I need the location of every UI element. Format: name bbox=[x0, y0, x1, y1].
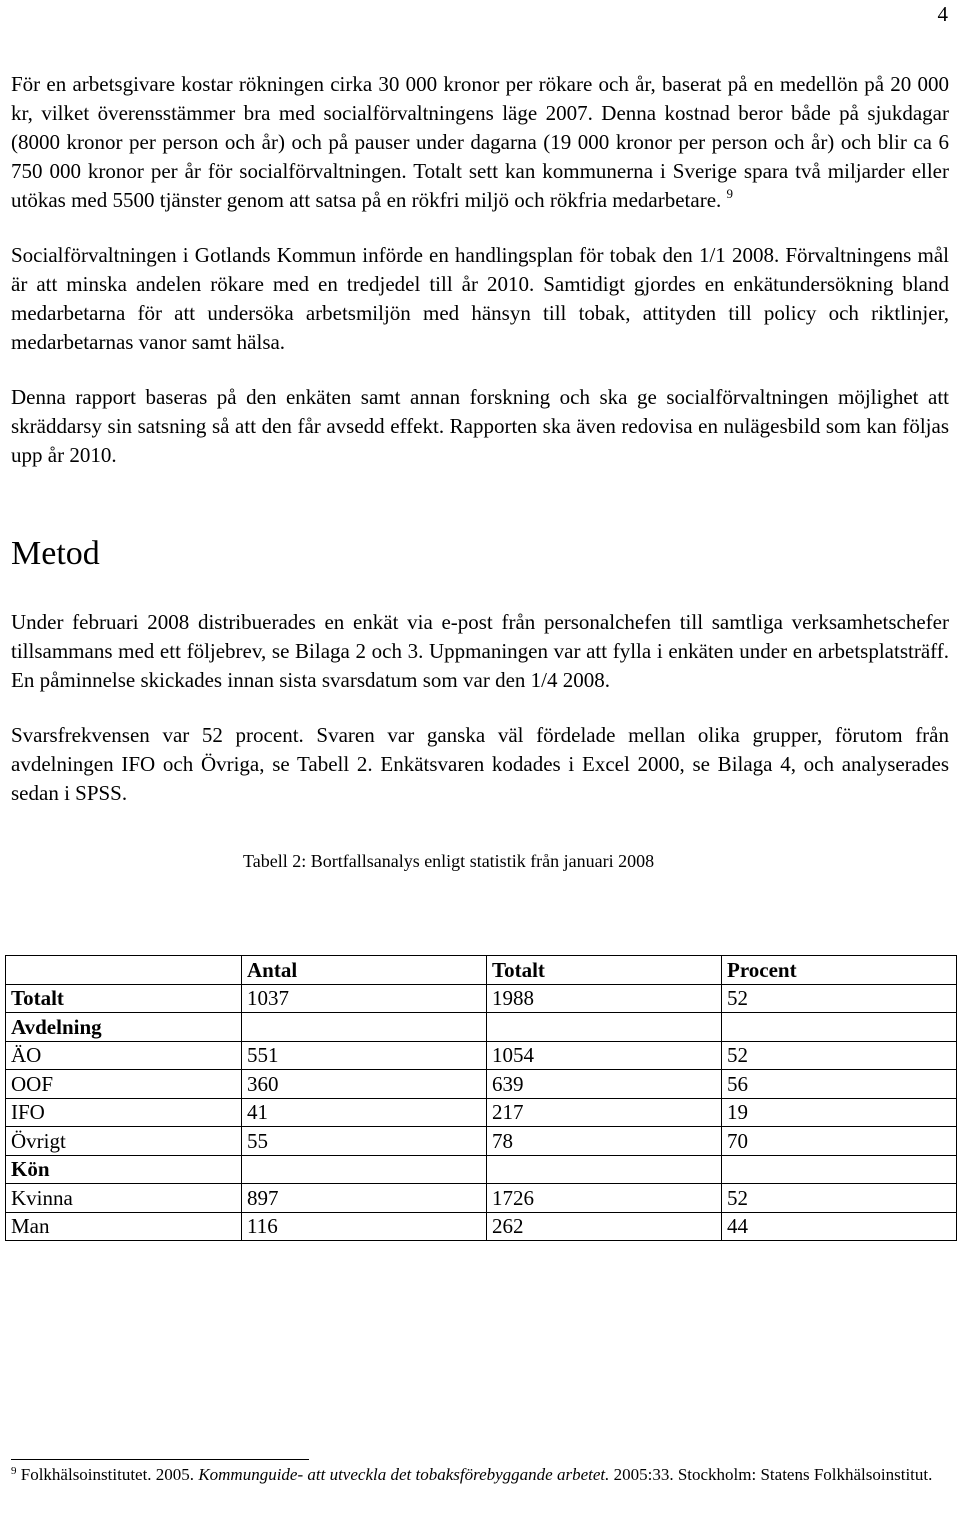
table-cell: 44 bbox=[722, 1212, 957, 1241]
footnote bbox=[11, 1464, 951, 1486]
paragraph-report-basis: Denna rapport baseras på den enkäten samt annan forskning och ska ge socialförvaltningen möjlighet att skräddarsy sin satsning så att den får avsedd effekt. Rapporten ska även redovisa en nulägesbild som kan följas upp år 2010. bbox=[11, 385, 949, 467]
table-cell: 1054 bbox=[487, 1041, 722, 1070]
table-header-cell: Procent bbox=[722, 956, 957, 985]
table-row bbox=[6, 1155, 957, 1184]
paragraph-costs-text: För en arbetsgivare kostar rökningen cirka 30 000 kronor per rökare och år, baserat på en medellön på 20 000 kr, vilket överensstämmer bra med socialförvaltningens läge 2007. Denna kostnad beror både på sjukdagar (8000 kronor per person och år) och på pauser under dagarna (19 000 kronor per person och år) och blir ca 6 750 000 kronor per år för socialförvaltningen. Totalt sett kan kommunerna i Sverige spara två miljarder eller utökas med 5500 tjänster genom att satsa på en rökfri miljö och rökfria medarbetare. bbox=[11, 72, 949, 212]
table-caption: Tabell 2: Bortfallsanalys enligt statistik från januari 2008 bbox=[243, 851, 655, 871]
table-cell: 262 bbox=[487, 1212, 722, 1241]
footnote-number: 9 bbox=[11, 1465, 17, 1477]
table-cell: 52 bbox=[722, 984, 957, 1013]
table-row bbox=[6, 1070, 957, 1099]
table-cell: 1988 bbox=[487, 984, 722, 1013]
table-row-label: Kvinna bbox=[6, 1184, 242, 1213]
paragraph-action-plan: Socialförvaltningen i Gotlands Kommun införde en handlingsplan för tobak den 1/1 2008. Förvaltningens mål är att minska andelen rökare med en tredjedel till år 2010. Samtidigt gjordes en enkätundersökning bland medarbetarna för att undersöka arbetsmiljön med hänsyn till tobak, attityden till policy och riktlinjer, medarbetarnas vanor samt hälsa. bbox=[11, 243, 949, 354]
paragraph-method-response: Svarsfrekvensen var 52 procent. Svaren var ganska väl fördelade mellan olika grupper, förutom från avdelningen IFO och Övriga, se Tabell 2. Enkätsvaren kodades i Excel 2000, se Bilaga 4, och analyserades sedan i SPSS. bbox=[11, 723, 949, 805]
table-cell: 551 bbox=[242, 1041, 487, 1070]
table-row bbox=[6, 1013, 957, 1042]
table-cell bbox=[722, 1013, 957, 1042]
footnote-reference[interactable]: 9 bbox=[726, 186, 734, 201]
table-row bbox=[6, 984, 957, 1013]
page-number: 4 bbox=[937, 2, 948, 26]
footnote-text-before: Folkhälsoinstitutet. 2005. bbox=[20, 1465, 199, 1484]
table-cell: 116 bbox=[242, 1212, 487, 1241]
table-cell: 217 bbox=[487, 1098, 722, 1127]
table-row-label: Avdelning bbox=[6, 1013, 242, 1042]
table-cell: 52 bbox=[722, 1041, 957, 1070]
table-row bbox=[6, 1041, 957, 1070]
paragraph-method-survey: Under februari 2008 distribuerades en enkät via e-post från personalchefen till samtliga verksamhetschefer tillsammans med ett följebrev, se Bilaga 2 och 3. Uppmaningen var att fylla i enkäten under en arbetsplatsträff. En påminnelse skickades innan sista svarsdatum som var den 1/4 2008. bbox=[11, 610, 949, 692]
table-row-label: ÄO bbox=[6, 1041, 242, 1070]
table-row-label: Totalt bbox=[6, 984, 242, 1013]
table-cell: 19 bbox=[722, 1098, 957, 1127]
table-cell: 41 bbox=[242, 1098, 487, 1127]
paragraph-costs bbox=[11, 70, 949, 215]
footnote-divider bbox=[11, 1459, 309, 1460]
table-row bbox=[6, 1212, 957, 1241]
table-cell: 55 bbox=[242, 1127, 487, 1156]
table-header-cell: Antal bbox=[242, 956, 487, 985]
table-cell bbox=[487, 1155, 722, 1184]
table-cell: 639 bbox=[487, 1070, 722, 1099]
section-heading-metod: Metod bbox=[11, 535, 100, 572]
table-row-label: Övrigt bbox=[6, 1127, 242, 1156]
table-cell: 1726 bbox=[487, 1184, 722, 1213]
dropout-analysis-table bbox=[5, 955, 957, 1241]
table-cell bbox=[487, 1013, 722, 1042]
table-row-label: Kön bbox=[6, 1155, 242, 1184]
document-body bbox=[11, 70, 949, 874]
table-row bbox=[6, 1184, 957, 1213]
table-cell bbox=[722, 1155, 957, 1184]
table-row-label: Man bbox=[6, 1212, 242, 1241]
table-cell: 70 bbox=[722, 1127, 957, 1156]
table-cell: 360 bbox=[242, 1070, 487, 1099]
table-cell: 52 bbox=[722, 1184, 957, 1213]
footnote-title: Kommunguide- att utveckla det tobaksförebyggande arbetet. bbox=[198, 1465, 610, 1484]
table-row bbox=[6, 1127, 957, 1156]
table-row bbox=[6, 1098, 957, 1127]
table-header-cell bbox=[6, 956, 242, 985]
footnote-text-after: 2005:33. Stockholm: Statens Folkhälsoinstitut. bbox=[609, 1465, 933, 1484]
table-cell bbox=[242, 1155, 487, 1184]
table-row-label: IFO bbox=[6, 1098, 242, 1127]
table-row-label: OOF bbox=[6, 1070, 242, 1099]
table-cell: 897 bbox=[242, 1184, 487, 1213]
table-cell: 56 bbox=[722, 1070, 957, 1099]
table-cell: 1037 bbox=[242, 984, 487, 1013]
table-cell bbox=[242, 1013, 487, 1042]
table-header-row bbox=[6, 956, 957, 985]
table-header-cell: Totalt bbox=[487, 956, 722, 985]
table-cell: 78 bbox=[487, 1127, 722, 1156]
